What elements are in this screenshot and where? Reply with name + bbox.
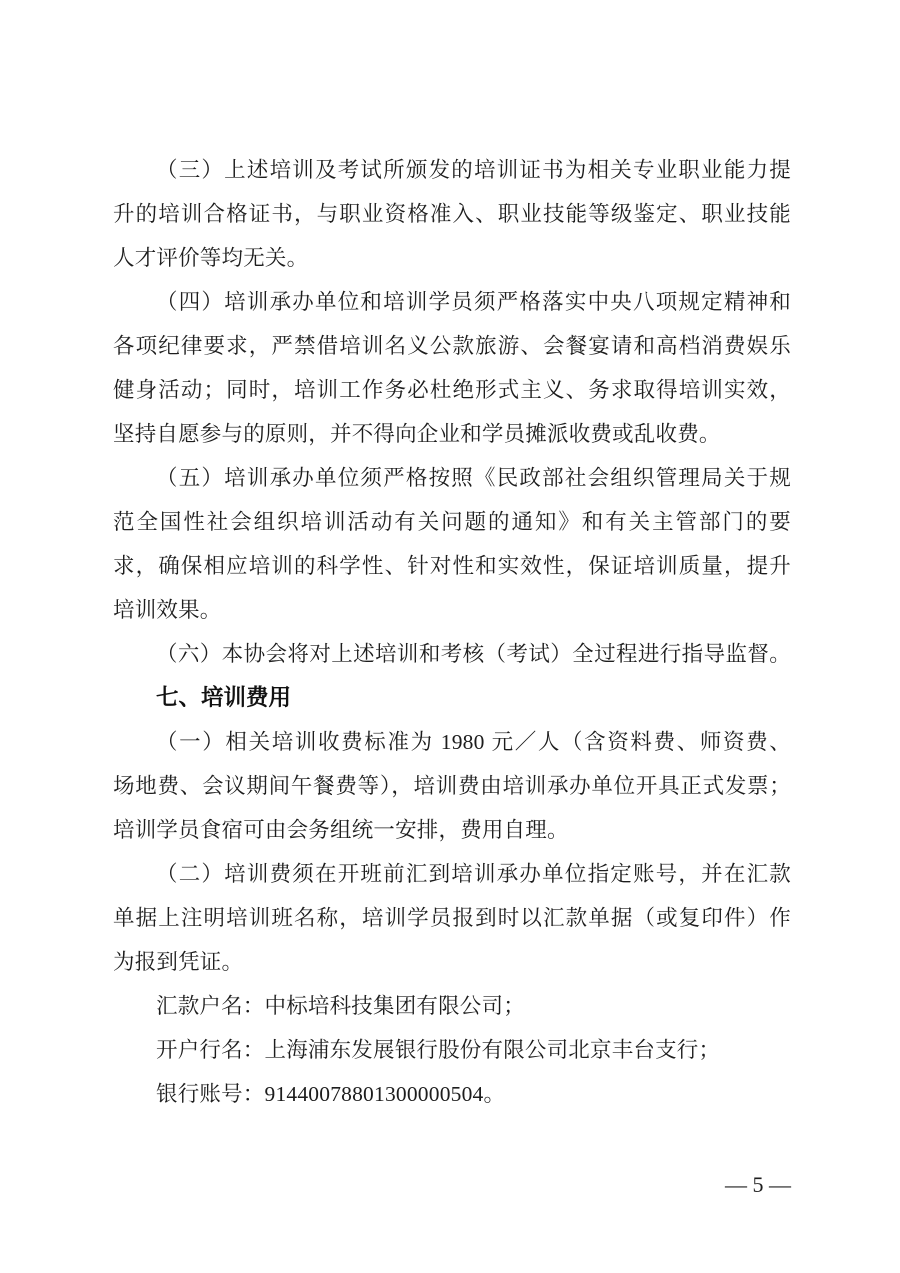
text-line: （二）培训费须在开班前汇到培训承办单位指定账号，并在汇款 [156, 862, 791, 886]
text-line: （三）上述培训及考试所颁发的培训证书为相关专业职业能力提 [156, 158, 791, 182]
remit-account-name-line: 汇款户名：中标培科技集团有限公司； [156, 994, 525, 1018]
paragraph-item-5 [113, 456, 791, 632]
text-line: 单据上注明培训班名称，培训学员报到时以汇款单据（或复印件）作 [113, 906, 791, 930]
text-line: 场地费、会议期间午餐费等），培训费由培训承办单位开具正式发票； [113, 774, 791, 798]
text-line: （五）培训承办单位须严格按照《民政部社会组织管理局关于规 [156, 466, 791, 490]
text-line: 各项纪律要求，严禁借培训名义公款旅游、会餐宴请和高档消费娱乐 [113, 334, 791, 358]
text-line: （四）培训承办单位和培训学员须严格落实中央八项规定精神和 [156, 290, 791, 314]
paragraph-fee-2 [113, 852, 791, 984]
text-line: （六）本协会将对上述培训和考核（考试）全过程进行指导监督。 [156, 642, 791, 666]
paragraph-item-4 [113, 280, 791, 456]
text-line: 范全国性社会组织培训活动有关问题的通知》和有关主管部门的要 [113, 510, 791, 534]
text-line: 坚持自愿参与的原则，并不得向企业和学员摊派收费或乱收费。 [113, 422, 721, 446]
section-heading-training-fees: 七、培训费用 [156, 685, 292, 710]
document-body [113, 148, 791, 1116]
text-line: 培训效果。 [113, 598, 222, 622]
bank-branch-name-line: 开户行名：上海浦东发展银行股份有限公司北京丰台支行； [156, 1038, 721, 1062]
text-line: 健身活动；同时，培训工作务必杜绝形式主义、务求取得培训实效， [113, 378, 791, 402]
paragraph-item-3 [113, 148, 791, 280]
text-line: 求，确保相应培训的科学性、针对性和实效性，保证培训质量，提升 [113, 554, 791, 578]
bank-account-number-line: 银行账号：91440078801300000504。 [156, 1082, 506, 1106]
paragraph-item-6 [113, 632, 791, 676]
text-line: 培训学员食宿可由会务组统一安排，费用自理。 [113, 818, 569, 842]
page-number: — 5 — [725, 1172, 791, 1197]
paragraph-fee-1 [113, 720, 791, 852]
text-line: 人才评价等均无关。 [113, 246, 309, 270]
text-line: 为报到凭证。 [113, 950, 244, 974]
text-line: （一）相关培训收费标准为 1980 元／人（含资料费、师资费、 [156, 730, 791, 754]
bank-info-block [113, 984, 791, 1116]
text-line: 升的培训合格证书，与职业资格准入、职业技能等级鉴定、职业技能 [113, 202, 791, 226]
